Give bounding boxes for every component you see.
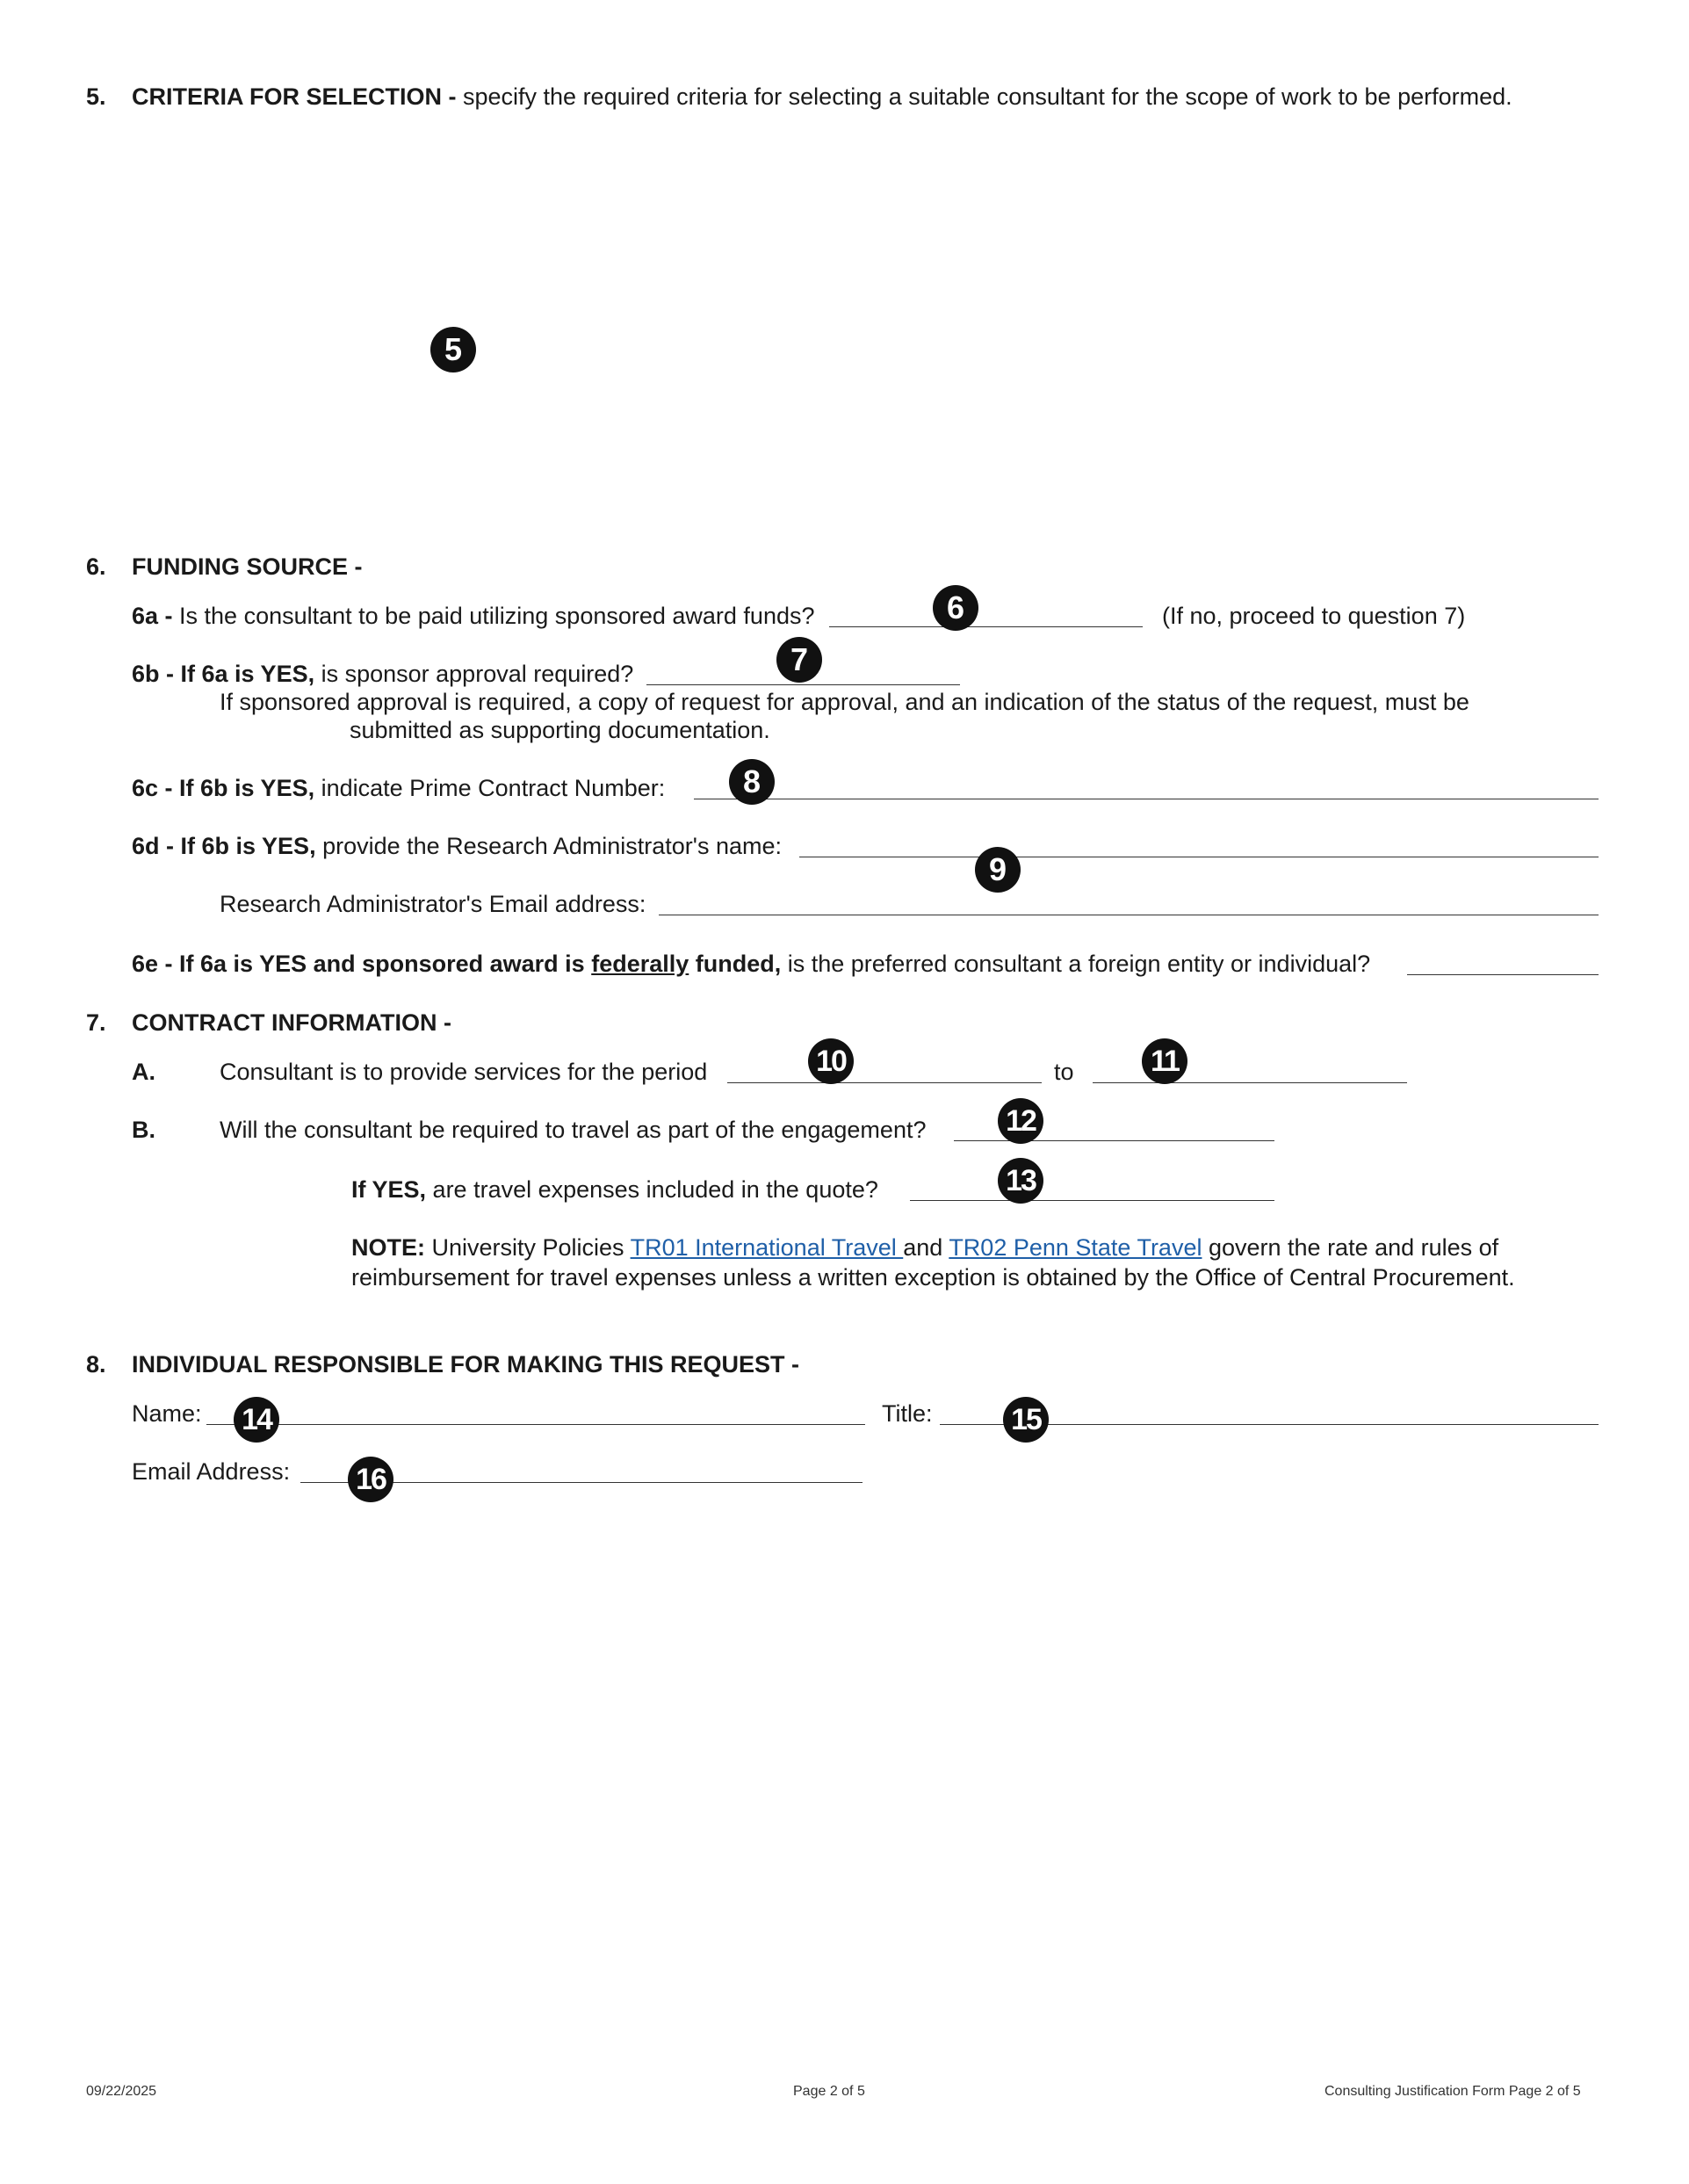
item-7b-label: Will the consultant be required to travel as part of the engagement? bbox=[220, 1117, 927, 1143]
question-6e-id: 6e - If 6a is YES and sponsored award is bbox=[132, 951, 592, 977]
tr02-penn-state-travel-link[interactable]: TR02 Penn State Travel bbox=[949, 1234, 1202, 1261]
field-marker-8: 8 bbox=[729, 759, 775, 805]
section-8-heading: INDIVIDUAL RESPONSIBLE FOR MAKING THIS REQUEST - bbox=[132, 1351, 800, 1378]
prime-contract-number-field[interactable] bbox=[694, 770, 1599, 799]
section-5-number: 5. bbox=[86, 83, 106, 110]
field-marker-11: 11 bbox=[1142, 1038, 1187, 1084]
requester-title-label: Title: bbox=[882, 1400, 933, 1427]
field-marker-5: 5 bbox=[430, 327, 476, 372]
travel-expenses-text: are travel expenses included in the quote? bbox=[426, 1176, 878, 1203]
research-administrator-email-field[interactable] bbox=[659, 886, 1599, 915]
tr01-international-travel-link[interactable]: TR01 International Travel bbox=[630, 1234, 904, 1261]
question-6e-label bbox=[132, 950, 1370, 978]
note-text-a: University Policies bbox=[425, 1234, 631, 1261]
question-6e-funded: funded, bbox=[689, 951, 782, 977]
item-7a-label: Consultant is to provide services for the period bbox=[220, 1059, 708, 1085]
travel-expenses-label bbox=[351, 1175, 878, 1204]
question-6b-text: is sponsor approval required? bbox=[314, 661, 634, 687]
question-6b-id: 6b - If 6a is YES, bbox=[132, 661, 315, 687]
question-6d-label bbox=[132, 832, 782, 860]
research-administrator-name-field[interactable] bbox=[799, 828, 1599, 857]
item-7a-letter: A. bbox=[132, 1059, 155, 1085]
question-6b-note-line-2: submitted as supporting documentation. bbox=[350, 717, 770, 743]
section-5-description: specify the required criteria for selecting a suitable consultant for the scope of work to be performed. bbox=[456, 83, 1512, 110]
section-5-heading: CRITERIA FOR SELECTION - bbox=[132, 83, 457, 110]
section-7-heading: CONTRACT INFORMATION - bbox=[132, 1009, 451, 1036]
field-marker-16: 16 bbox=[348, 1457, 393, 1502]
service-period-end-field[interactable] bbox=[1093, 1053, 1407, 1083]
travel-note-line-1 bbox=[351, 1233, 1498, 1262]
service-period-start-field[interactable] bbox=[727, 1053, 1042, 1083]
question-6d-text: provide the Research Administrator's name: bbox=[315, 833, 782, 859]
travel-expenses-answer-field[interactable] bbox=[910, 1171, 1274, 1201]
field-marker-13: 13 bbox=[998, 1158, 1043, 1204]
travel-expenses-condition: If YES, bbox=[351, 1176, 427, 1203]
field-marker-9: 9 bbox=[975, 847, 1021, 893]
field-marker-6: 6 bbox=[933, 585, 978, 631]
question-6a-id: 6a - bbox=[132, 603, 173, 629]
field-marker-10: 10 bbox=[808, 1038, 854, 1084]
section-6-number: 6. bbox=[86, 553, 106, 580]
question-6b-label bbox=[132, 660, 633, 688]
note-text-c: govern the rate and rules of bbox=[1202, 1234, 1499, 1261]
item-7b-letter: B. bbox=[132, 1117, 155, 1143]
section-7-number: 7. bbox=[86, 1009, 106, 1036]
requester-name-label: Name: bbox=[132, 1400, 202, 1427]
question-6c-label bbox=[132, 774, 665, 802]
section-6-heading: FUNDING SOURCE - bbox=[132, 553, 363, 580]
foreign-entity-answer-field[interactable] bbox=[1407, 945, 1599, 975]
section-8-number: 8. bbox=[86, 1351, 106, 1378]
note-text-b: and bbox=[903, 1234, 949, 1261]
travel-note-line-2: reimbursement for travel expenses unless a written exception is obtained by the Office of Central Procurement. bbox=[351, 1264, 1515, 1291]
question-6d-id: 6d - If 6b is YES, bbox=[132, 833, 316, 859]
field-marker-14: 14 bbox=[234, 1397, 279, 1443]
footer-date: 09/22/2025 bbox=[86, 2084, 157, 2099]
requester-email-label: Email Address: bbox=[132, 1458, 291, 1485]
footer-form-name: Consulting Justification Form Page 2 of 5 bbox=[1324, 2084, 1581, 2099]
field-marker-12: 12 bbox=[998, 1098, 1043, 1144]
field-marker-7: 7 bbox=[776, 637, 822, 683]
question-6b-note-line-1: If sponsored approval is required, a copy of request for approval, and an indication of the status of the request, must be bbox=[220, 689, 1469, 715]
section-5-title bbox=[132, 83, 1512, 111]
question-6a-text: Is the consultant to be paid utilizing sponsored award funds? bbox=[172, 603, 815, 629]
question-6a-note: (If no, proceed to question 7) bbox=[1162, 603, 1466, 629]
sponsored-funds-answer-field[interactable] bbox=[829, 597, 1143, 627]
question-6a-label bbox=[132, 602, 815, 630]
question-6e-federally: federally bbox=[591, 951, 689, 977]
field-marker-15: 15 bbox=[1003, 1397, 1049, 1443]
question-6c-id: 6c - If 6b is YES, bbox=[132, 775, 315, 801]
question-6c-text: indicate Prime Contract Number: bbox=[314, 775, 666, 801]
footer-page-number: Page 2 of 5 bbox=[793, 2084, 865, 2099]
criteria-for-selection-field[interactable] bbox=[132, 123, 1599, 518]
note-label: NOTE: bbox=[351, 1234, 425, 1261]
period-to-label: to bbox=[1054, 1059, 1074, 1085]
research-admin-email-label: Research Administrator's Email address: bbox=[220, 891, 646, 917]
question-6e-text: is the preferred consultant a foreign entity or individual? bbox=[781, 951, 1371, 977]
requester-name-field[interactable] bbox=[206, 1395, 865, 1425]
